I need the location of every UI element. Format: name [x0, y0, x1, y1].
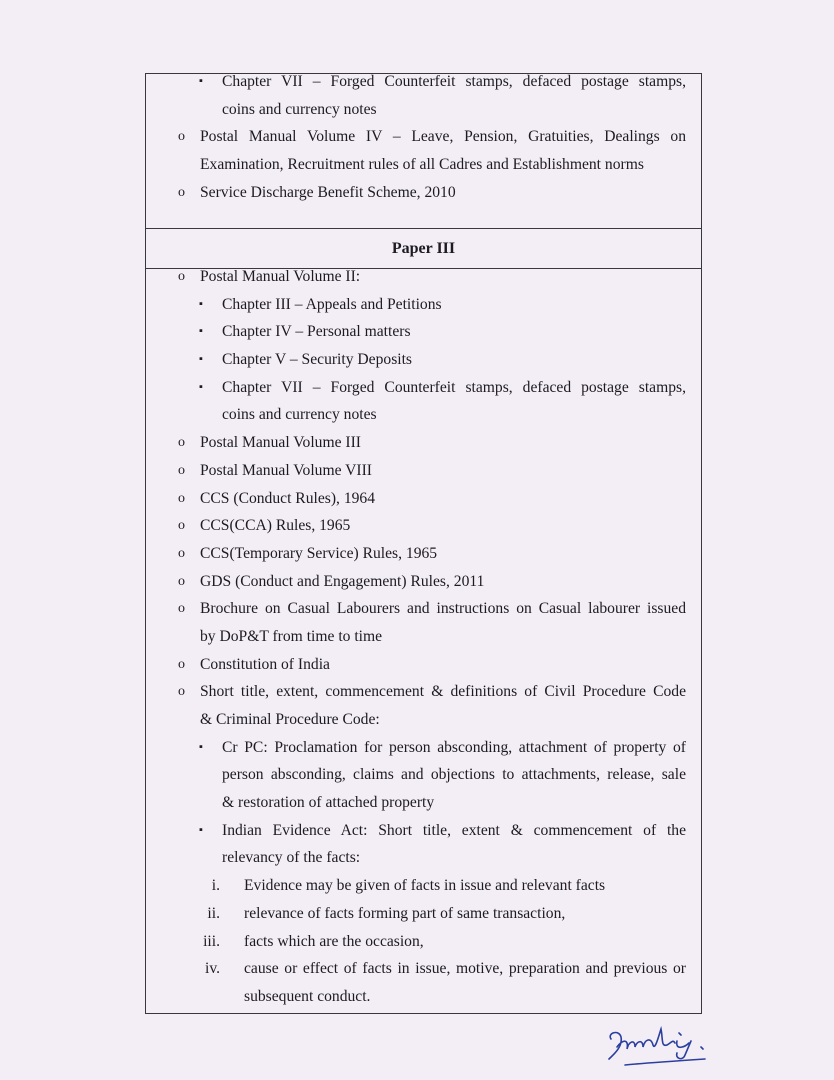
- item-text-line: Cr PC: Proclamation for person absconding, attachment of property of: [222, 738, 686, 756]
- item-text-line: subsequent conduct.: [244, 987, 371, 1005]
- item-text-line: person absconding, claims and objections to attachments, release, sale: [222, 766, 686, 784]
- paper-title: Paper III: [391, 240, 456, 257]
- item-text-line: Short title, extent, commencement & definitions of Civil Procedure Code: [200, 683, 686, 701]
- item-text-line: Chapter VII – Forged Counterfeit stamps, defaced postage stamps,: [222, 73, 686, 90]
- list-item: [0, 512, 834, 540]
- item-text-line: Brochure on Casual Labourers and instructions on Casual labourer issued: [200, 600, 686, 618]
- circle-bullet-icon: o: [178, 462, 185, 478]
- item-text-line: Chapter IV – Personal matters: [222, 323, 411, 341]
- square-bullet-icon: ▪: [199, 353, 203, 366]
- list-item: [0, 595, 834, 650]
- list-item: [0, 651, 834, 679]
- circle-bullet-icon: o: [178, 684, 185, 700]
- circle-bullet-icon: o: [178, 601, 185, 617]
- sub-list-item: [0, 68, 834, 123]
- circle-bullet-icon: o: [178, 269, 185, 284]
- item-text-line: Postal Manual Volume III: [200, 434, 361, 452]
- item-text-line: coins and currency notes: [222, 406, 377, 424]
- item-text-line: CCS(CCA) Rules, 1965: [200, 517, 351, 535]
- item-text-line: GDS (Conduct and Engagement) Rules, 2011: [200, 572, 485, 590]
- circle-bullet-icon: o: [178, 518, 185, 534]
- item-text-line: Chapter III – Appeals and Petitions: [222, 295, 442, 313]
- list-item: [0, 263, 834, 291]
- paper-iii-section: [0, 263, 834, 1011]
- sub-list-item: [0, 374, 834, 429]
- item-text-line: Postal Manual Volume VIII: [200, 461, 372, 479]
- item-text-line: Examination, Recruitment rules of all Cadres and Establishment norms: [200, 156, 644, 174]
- square-bullet-icon: ▪: [199, 823, 203, 836]
- sub-list-item: [0, 734, 834, 817]
- item-text-line: cause or effect of facts in issue, motive, preparation and previous or: [244, 960, 686, 978]
- item-text-line: facts which are the occasion,: [244, 932, 424, 950]
- square-bullet-icon: ▪: [199, 740, 203, 753]
- list-number: iv.: [204, 960, 220, 978]
- numbered-list-item: [0, 955, 834, 1010]
- list-item: [0, 540, 834, 568]
- item-text-line: relevance of facts forming part of same transaction,: [244, 904, 566, 922]
- list-item: [0, 485, 834, 513]
- signature: [605, 1025, 725, 1075]
- circle-bullet-icon: o: [178, 184, 185, 200]
- item-text-line: Evidence may be given of facts in issue and relevant facts: [244, 877, 606, 895]
- numbered-list-item: [0, 872, 834, 900]
- item-text-line: & Criminal Procedure Code:: [200, 711, 380, 728]
- item-text-line: Chapter VII – Forged Counterfeit stamps, defaced postage stamps,: [222, 378, 686, 396]
- item-text-line: coins and currency notes: [222, 100, 377, 118]
- circle-bullet-icon: o: [178, 545, 185, 561]
- list-item: [0, 123, 834, 178]
- square-bullet-icon: ▪: [199, 380, 203, 393]
- item-text-line: relevancy of the facts:: [222, 849, 361, 867]
- list-number: ii.: [207, 904, 220, 922]
- circle-bullet-icon: o: [178, 129, 185, 145]
- list-item: [0, 678, 834, 733]
- item-text-line: CCS (Conduct Rules), 1964: [200, 489, 376, 507]
- list-number: iii.: [203, 932, 220, 950]
- square-bullet-icon: ▪: [199, 297, 203, 310]
- list-item: [0, 457, 834, 485]
- square-bullet-icon: ▪: [199, 75, 203, 87]
- previous-paper-continued-section: [0, 68, 834, 206]
- item-text-line: Indian Evidence Act: Short title, extent & commencement of the: [222, 821, 686, 839]
- list-number: i.: [211, 877, 220, 895]
- list-item: [0, 179, 834, 207]
- square-bullet-icon: ▪: [199, 325, 203, 338]
- list-item: [0, 429, 834, 457]
- list-item: [0, 568, 834, 596]
- sub-list-item: [0, 318, 834, 346]
- circle-bullet-icon: o: [178, 656, 185, 672]
- item-text-line: & restoration of attached property: [222, 794, 435, 812]
- item-text-line: Constitution of India: [200, 655, 330, 673]
- circle-bullet-icon: o: [178, 435, 185, 451]
- circle-bullet-icon: o: [178, 573, 185, 589]
- item-text-line: Service Discharge Benefit Scheme, 2010: [200, 183, 456, 201]
- item-text-line: CCS(Temporary Service) Rules, 1965: [200, 544, 438, 562]
- item-text-line: Chapter V – Security Deposits: [222, 351, 412, 369]
- sub-list-item: [0, 817, 834, 872]
- numbered-list-item: [0, 900, 834, 928]
- sub-list-item: [0, 346, 834, 374]
- sub-list-item: [0, 291, 834, 319]
- item-text-line: by DoP&T from time to time: [200, 627, 383, 645]
- item-text-line: Postal Manual Volume II:: [200, 268, 361, 285]
- item-text-line: Postal Manual Volume IV – Leave, Pension, Gratuities, Dealings on: [200, 128, 686, 146]
- circle-bullet-icon: o: [178, 490, 185, 506]
- numbered-list-item: [0, 928, 834, 956]
- signature-icon: [605, 1025, 725, 1070]
